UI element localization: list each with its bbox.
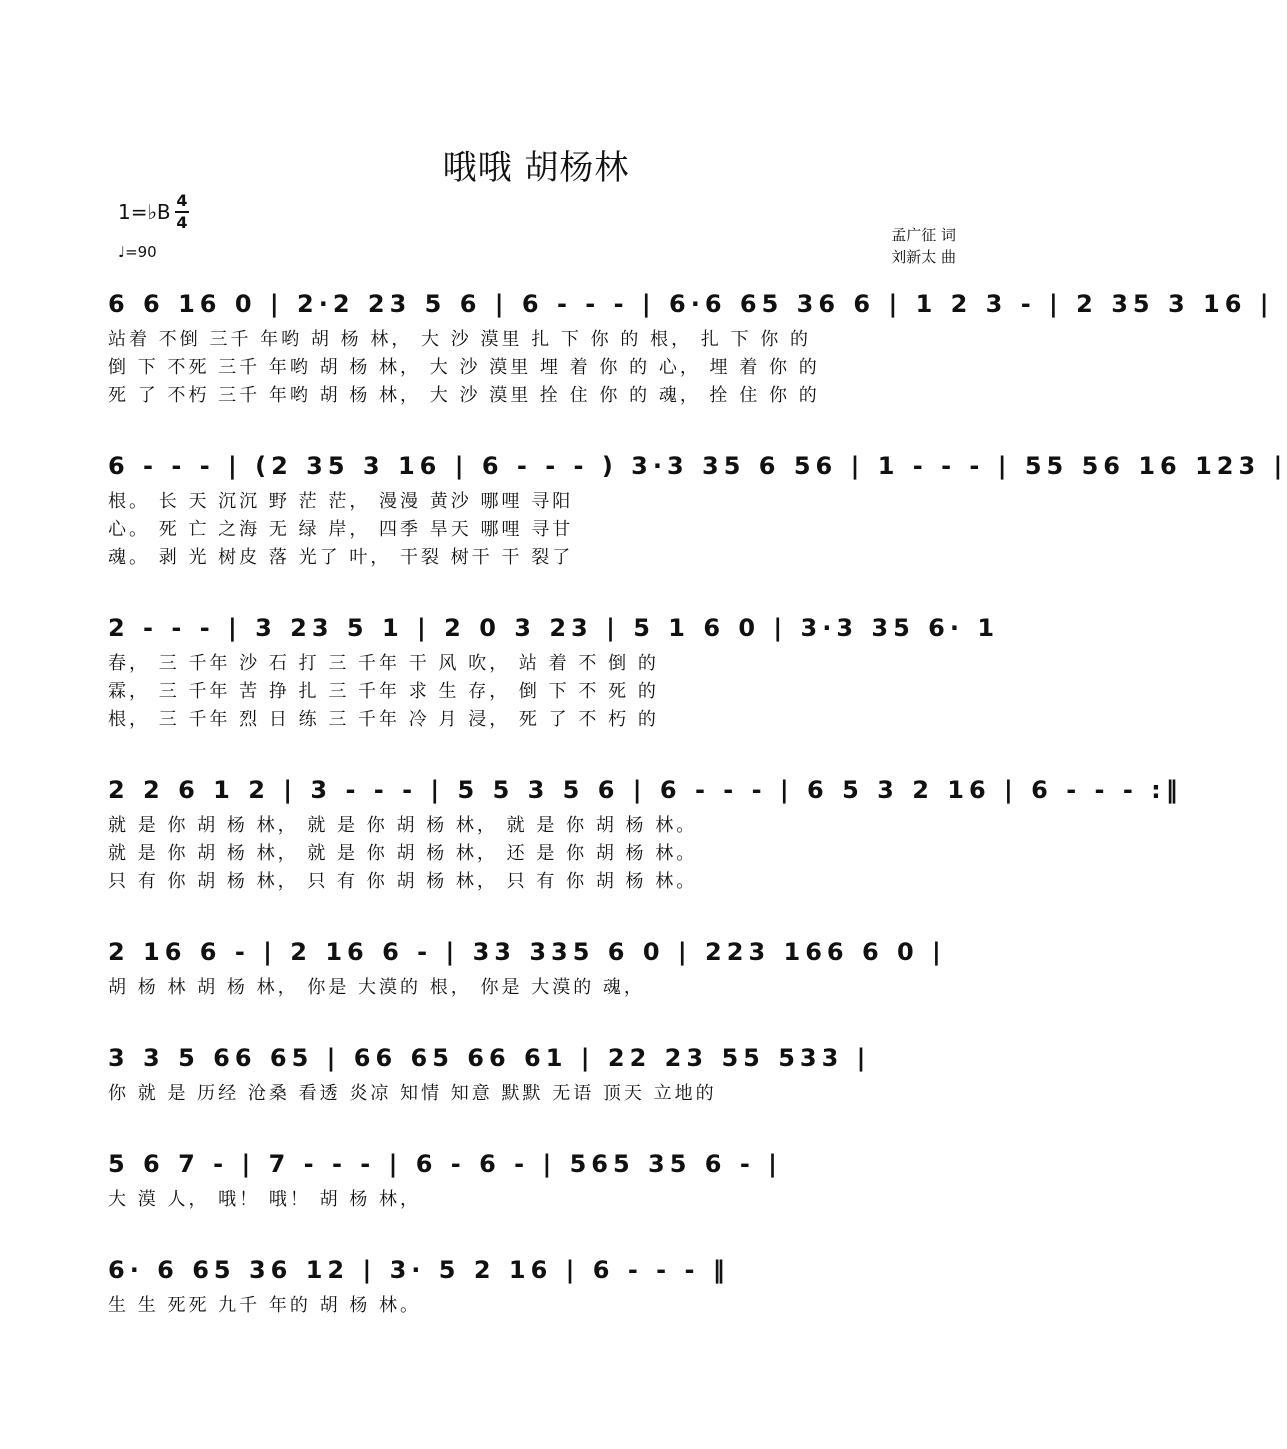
notation-line: 6 - - - | (2 35 3 16 | 6 - - - ) 3·3 35 6 56 | 1 - - - | 55 56 16 123 |: [108, 452, 1287, 480]
lyricist-credit: 孟广征 词: [891, 226, 956, 244]
lyric-line-3: 死 了 不朽 三千 年哟 胡 杨 林， 大 沙 漠里 拴 住 你 的 魂， 拴 住 你 的: [108, 385, 820, 406]
score-system-2: [108, 444, 1287, 572]
lyric-line-1: 生 生 死死 九千 年的 胡 杨 林。: [108, 1295, 422, 1316]
score-system-1: [108, 282, 1274, 410]
notation-line: 6· 6 65 36 12 | 3· 5 2 16 | 6 - - - ‖: [108, 1256, 730, 1284]
score-system-6: [108, 1036, 966, 1108]
score-system-4: [108, 768, 1183, 896]
lyric-line-2: 霖， 三 千年 苦 挣 扎 三 千年 求 生 存， 倒 下 不 死 的: [108, 681, 659, 702]
lyric-line-1: 就 是 你 胡 杨 林， 就 是 你 胡 杨 林， 就 是 你 胡 杨 林。: [108, 815, 698, 836]
composer-credit: 刘新太 曲: [891, 248, 956, 266]
lyric-line-3: 只 有 你 胡 杨 林， 只 有 你 胡 杨 林， 只 有 你 胡 杨 林。: [108, 871, 698, 892]
score-system-8: [108, 1248, 966, 1320]
lyric-line-1: 春， 三 千年 沙 石 打 三 千年 干 风 吹， 站 着 不 倒 的: [108, 653, 659, 674]
notation-line: 2 16 6 - | 2 16 6 - | 33 335 6 0 | 223 166 6 0 |: [108, 938, 946, 966]
notation-line: 5 6 7 - | 7 - - - | 6 - 6 - | 565 35 6 - |: [108, 1150, 782, 1178]
score-system-3: [108, 606, 1000, 734]
time-signature-top: 4: [176, 191, 188, 210]
lyric-line-1: 你 就 是 历经 沧桑 看透 炎凉 知情 知意 默默 无语 顶天 立地的: [108, 1083, 717, 1104]
notation-line: 3 3 5 66 65 | 66 65 66 61 | 22 23 55 533 |: [108, 1044, 871, 1072]
tempo-marking: ♩=90: [118, 243, 157, 261]
lyric-line-3: 根， 三 千年 烈 日 练 三 千年 冷 月 浸， 死 了 不 朽 的: [108, 709, 659, 730]
notation-line: 2 - - - | 3 23 5 1 | 2 0 3 23 | 5 1 6 0 | 3·3 35 6· 1: [108, 614, 1000, 642]
song-title: 哦哦 胡杨林: [442, 148, 630, 188]
score-system-5: [108, 930, 966, 1002]
lyric-line-2: 倒 下 不死 三千 年哟 胡 杨 林， 大 沙 漠里 埋 着 你 的 心， 埋 着 你 的: [108, 357, 820, 378]
time-signature-bottom: 4: [176, 213, 188, 232]
lyric-line-1: 胡 杨 林 胡 杨 林， 你是 大漠的 根， 你是 大漠的 魂，: [108, 977, 645, 998]
lyric-line-1: 大 漠 人， 哦！ 哦！ 胡 杨 林，: [108, 1189, 422, 1210]
key-signature: 1=♭B: [118, 200, 171, 224]
lyric-line-3: 魂。 剥 光 树皮 落 光了 叶， 干裂 树干 干 裂了: [108, 547, 574, 568]
lyric-line-1: 根。 长 天 沉沉 野 茫 茫， 漫漫 黄沙 哪哩 寻阳: [108, 491, 574, 512]
lyric-line-2: 就 是 你 胡 杨 林， 就 是 你 胡 杨 林， 还 是 你 胡 杨 林。: [108, 843, 698, 864]
lyric-line-2: 心。 死 亡 之海 无 绿 岸， 四季 旱天 哪哩 寻甘: [108, 519, 574, 540]
notation-line: 2 2 6 1 2 | 3 - - - | 5 5 3 5 6 | 6 - - - | 6 5 3 2 16 | 6 - - - :‖: [108, 776, 1183, 804]
time-signature: [175, 192, 189, 232]
lyric-line-1: 站着 不倒 三千 年哟 胡 杨 林， 大 沙 漠里 扎 下 你 的 根， 扎 下 你 的: [108, 329, 811, 350]
score-system-7: [108, 1142, 966, 1214]
notation-line: 6 6 16 0 | 2·2 23 5 6 | 6 - - - | 6·6 65 36 6 | 1 2 3 - | 2 35 3 16 |: [108, 290, 1274, 318]
